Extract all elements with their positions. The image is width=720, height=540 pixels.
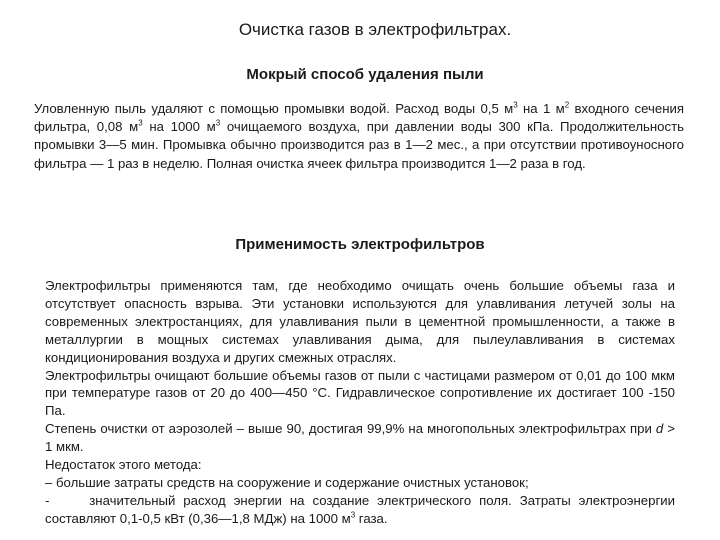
variable-d: d [655,421,664,437]
text-run: входного сечения фильтра, 0,08 м [34,101,684,135]
text-run: значительный расход энергии на создание электрического поля. Затраты электроэнергии составляют 0,1-0,5 кВт (0,36—1,8 МДж) на 1000 м [45,492,675,526]
paragraph-efficiency [45,420,675,456]
superscript: 3 [350,510,356,520]
superscript: 3 [215,118,221,128]
superscript: 2 [564,100,570,110]
paragraph-drawbacks-title: Недостаток этого метода: [45,457,202,473]
paragraph-parameters: Электрофильтры очищают большие объемы газов от пыли с частицами размером от 0,01 до 100 мкм при температуре газов от 20 до 400—450 °С. Гидравлическое сопротивление их достигает 100 -150 Па. [45,367,675,419]
text-run: Степень очистки от аэрозолей – выше 90, достигая 99,9% на многопольных электрофильтрах при [45,421,656,437]
text-run: Уловленную пыль удаляют с помощью промывки водой. Расход воды 0,5 м [34,101,514,116]
text-run: очищаемого воздуха, при давлении воды 300 кПа. Продолжительность промывки 3—5 мин. Промывка обычно производится раз в 1—2 мес., а при отсутствии противоуносного фильтра — 1 раз в неделю. Полная очистка ячеек фильтра производится 1—2 раза в год. [34,119,685,171]
text-run: > 1 мкм. [45,421,675,455]
section-heading-wet-method: Мокрый способ удаления пыли [246,66,484,83]
paragraph-drawback-2 [45,492,675,528]
wet-method-paragraph [34,100,684,173]
superscript: 3 [138,118,143,128]
paragraph-drawback-1: – большие затраты средств на сооружение и содержание очистных установок; [45,474,529,490]
section-heading-applicability: Применимость электрофильтров [235,236,485,253]
document-title: Очистка газов в электрофильтрах. [238,20,512,39]
text-run: на 1 м [517,101,565,116]
applicability-text [45,277,675,528]
text-run: на 1000 м [142,119,216,135]
superscript: 3 [513,100,518,110]
paragraph-usage: Электрофильтры применяются там, где необходимо очищать очень большие объемы газа и отсутствует опасность взрыва. Эти установки используются для улавливания летучей золы на современных электростанциях, для улавливания пыли в цементной промышленности, а также в металлургии в мощных системах улавливания дыма, для пылеулавливания в системах кондиционирования воздуха и других смежных отраслях. [45,278,675,365]
list-dash: - [45,492,50,508]
text-run: газа. [355,510,388,526]
